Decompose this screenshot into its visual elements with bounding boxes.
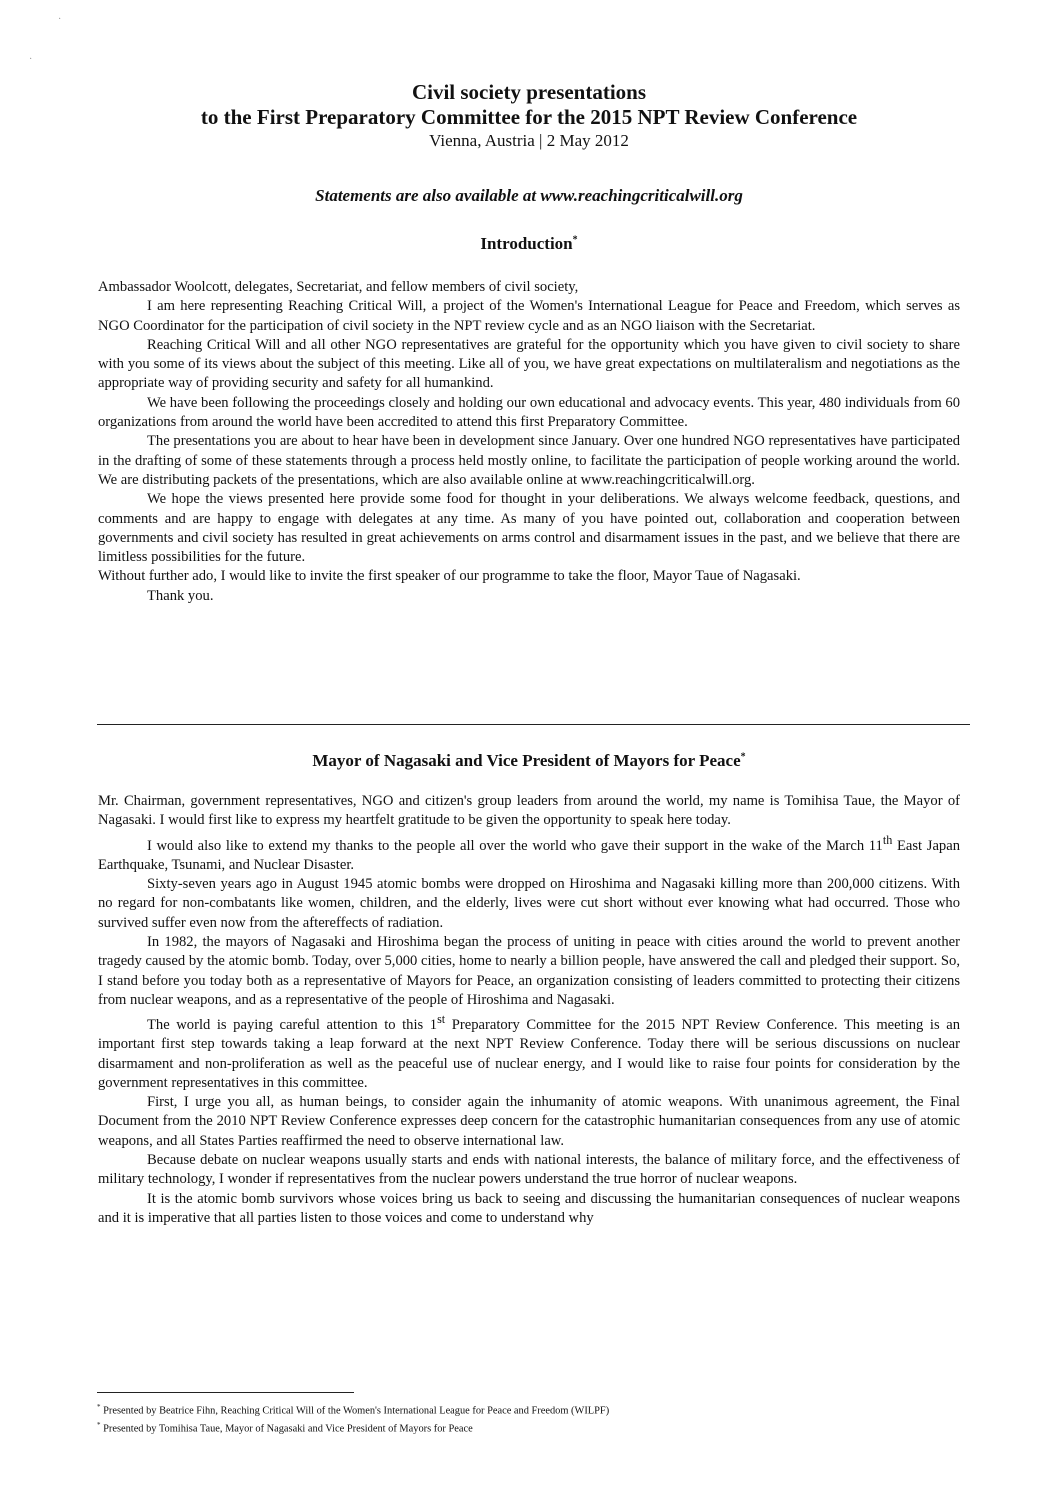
intro-closing: Thank you. xyxy=(147,587,214,604)
mayor-heading xyxy=(0,751,1058,771)
scan-speck: · xyxy=(58,14,62,25)
footnotes xyxy=(97,1400,959,1437)
intro-paragraph: We hope the views presented here provide some food for thought in your deliberations. We always welcome feedback, questions, and comments and are happy to engage with delegates at any time. As many of you have pointed out, collaboration and cooperation between governments and civil society has resulted in great achievements on arms control and disarmament issues in the past, and we believe that there are limitless possibilities for the future. xyxy=(98,491,960,566)
intro-paragraph: Reaching Critical Will and all other NGO representatives are grateful for the opportunity which you have given to civil society to share with you some of its views about the subject of this meeting. Like all of you, we have great expectations on multilateralism and negotiations as the appropriate way of providing security and safety for all humankind. xyxy=(98,336,960,392)
intro-footnote-marker: * xyxy=(572,234,578,246)
mayor-paragraph: Sixty-seven years ago in August 1945 atomic bombs were dropped on Hiroshima and Nagasaki killing more than 200,000 citizens. With no regard for non-combatants like women, children, and the elderly, lives were cut short without ever knowing what had occurred. Those who survived suffer even now from the aftereffects of radiation. xyxy=(98,876,960,931)
mayor-paragraph: First, I urge you all, as human beings, to consider again the inhumanity of atomic weapons. With unanimous agreement, the Final Document from the 2010 NPT Review Conference expresses deep concern for the catastrophic humanitarian consequences from any use of atomic weapons, and all States Parties reaffirmed the need to observe international law. xyxy=(98,1094,960,1149)
footnote-marker: * xyxy=(97,1403,101,1411)
mayor-p2-superscript: th xyxy=(882,832,893,847)
mayor-p5-text: Preparatory Committee for the 2015 NPT Review Conference. This meeting is an important first step towards taking a leap forward at the next NPT Review Conference. Today there will be serious discussions on nuclear disarmament and non-proliferation as well as the peaceful use of nuclear energy, and I would like to raise four points for consideration by the government representatives in this committee. xyxy=(98,1016,960,1091)
mayor-paragraph xyxy=(98,831,960,875)
footnote-marker: * xyxy=(97,1421,101,1430)
section-divider xyxy=(97,724,970,725)
intro-heading xyxy=(0,234,1058,254)
mayor-body xyxy=(98,792,960,1228)
mayor-paragraph: Mr. Chairman, government representatives, NGO and citizen's group leaders from around the world, my name is Tomihisa Taue, the Mayor of Nagasaki. I would first like to express my heartfelt gratitude to be given the opportunity to speak here today. xyxy=(98,793,960,829)
document-header xyxy=(0,80,1058,152)
intro-body xyxy=(98,278,960,606)
footnote-2 xyxy=(97,1418,959,1436)
document-title-line1: Civil society presentations xyxy=(411,80,647,104)
footnote-1-text: Presented by Beatrice Fihn, Reaching Critical Will of the Women's International League for Peace and Freedom (WILPF) xyxy=(103,1405,610,1417)
footnote-rule xyxy=(97,1392,354,1393)
mayor-paragraph: In 1982, the mayors of Nagasaki and Hiroshima began the process of uniting in peace with cities around the world to prevent another tragedy caused by the atomic bomb. Today, over 5,000 cities, home to nearly a billion people, have answered the call and pledged their support. So, I stand before you today both as a representative of Mayors for Peace, an organization consisting of leaders committed to protecting their citizens from nuclear weapons, and as a representative of the people of Hiroshima and Nagasaki. xyxy=(98,933,960,1008)
scan-speck: · xyxy=(29,54,33,65)
footnote-2-text: Presented by Tomihisa Taue, Mayor of Nagasaki and Vice President of Mayors for Peace xyxy=(103,1423,473,1435)
intro-paragraph: The presentations you are about to hear have been in development since January. Over one hundred NGO representatives have participated in the drafting of some of these statements through a process held mostly online, to facilitate the participation of people working around the world. We are distributing packets of the presentations, which are also available online at www.reachingcriticalwill.org. xyxy=(98,433,960,488)
location-date: Vienna, Austria | 2 May 2012 xyxy=(429,131,629,150)
document-title-line2: to the First Preparatory Committee for the 2015 NPT Review Conference xyxy=(200,105,858,129)
mayor-p5-text: The world is paying careful attention to this 1 xyxy=(147,1016,438,1033)
mayor-paragraph: It is the atomic bomb survivors whose voices bring us back to seeing and discussing the humanitarian consequences of nuclear weapons and it is imperative that all parties listen to those voices and come to understand why xyxy=(98,1190,960,1226)
intro-heading-text: Introduction xyxy=(480,234,573,253)
mayor-heading-text: Mayor of Nagasaki and Vice President of Mayors for Peace xyxy=(312,751,741,770)
mayor-p2-text: East Japan Earthquake, Tsunami, and Nuclear Disaster. xyxy=(98,837,960,873)
intro-paragraph: Without further ado, I would like to invite the first speaker of our programme to take the floor, Mayor Taue of Nagasaki. xyxy=(98,568,801,585)
mayor-paragraph: Because debate on nuclear weapons usually starts and ends with national interests, the balance of military force, and the effectiveness of military technology, I wonder if representatives from the nuclear powers understand the true horror of nuclear weapons. xyxy=(98,1152,960,1188)
mayor-footnote-marker: * xyxy=(740,751,746,763)
mayor-paragraph xyxy=(98,1010,960,1093)
intro-salutation: Ambassador Woolcott, delegates, Secretariat, and fellow members of civil society, xyxy=(98,279,579,295)
intro-paragraph: I am here representing Reaching Critical Will, a project of the Women's International League for Peace and Freedom, which serves as NGO Coordinator for the participation of civil society in the NPT review cycle and as an NGO liaison with the Secretariat. xyxy=(98,298,960,334)
website-note: Statements are also available at www.reachingcriticalwill.org xyxy=(315,186,743,205)
footnote-1 xyxy=(97,1400,959,1418)
intro-paragraph: We have been following the proceedings closely and holding our own educational and advocacy events. This year, 480 individuals from 60 organizations from around the world have been accredited to attend this first Preparatory Committee. xyxy=(98,394,960,431)
mayor-p2-text: I would also like to extend my thanks to the people all over the world who gave their support in the wake of the March 11 xyxy=(147,837,883,854)
mayor-p5-superscript: st xyxy=(437,1012,446,1027)
